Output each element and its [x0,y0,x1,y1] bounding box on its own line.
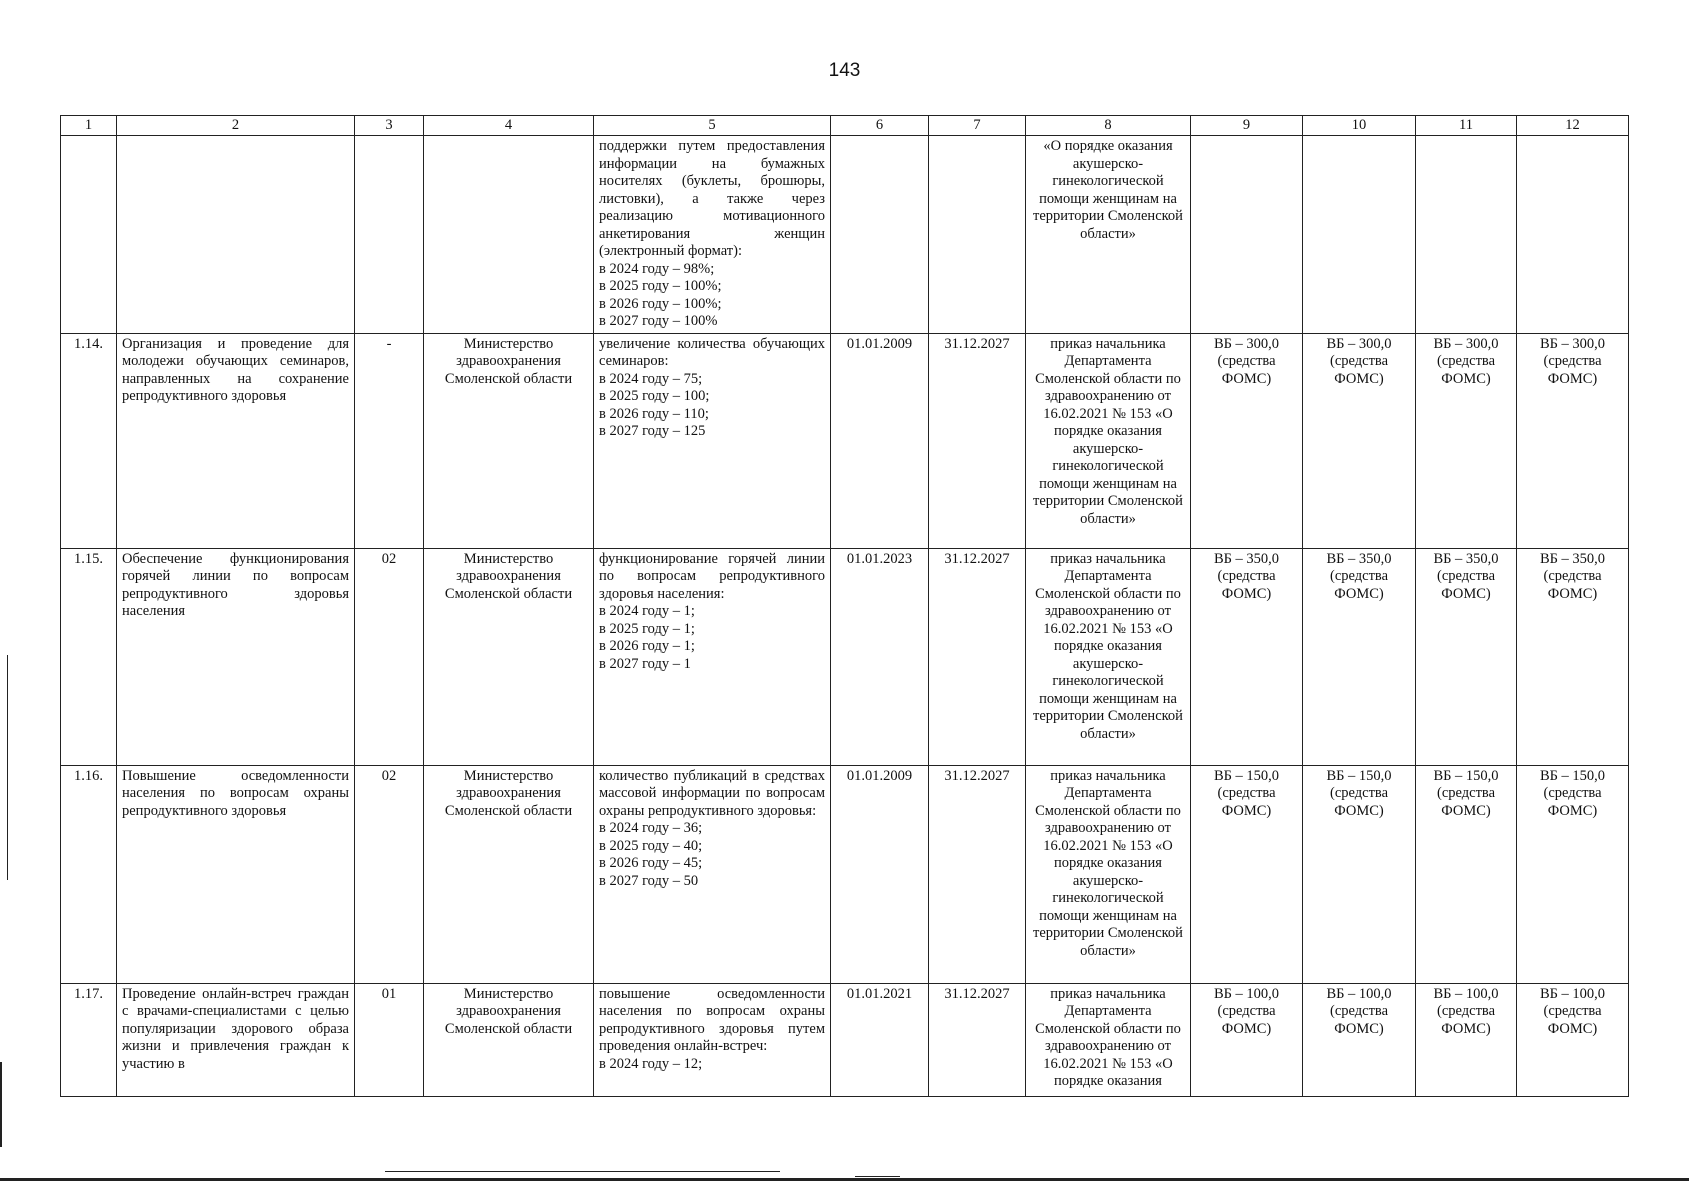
cell-f12: ВБ – 300,0 (средства ФОМС) [1517,333,1629,548]
indicator-line: в 2027 году – 1 [599,655,691,672]
cell-indicator [594,333,831,548]
cell-f11: ВБ – 350,0 (средства ФОМС) [1416,548,1517,765]
cell-f12: ВБ – 100,0 (средства ФОМС) [1517,983,1629,1096]
scan-artifact-line [385,1171,780,1172]
indicator-line: в 2026 году – 100%; [599,295,722,312]
cell-f9: ВБ – 350,0 (средства ФОМС) [1191,548,1303,765]
column-header: 12 [1517,116,1629,136]
page-number: 143 [828,60,861,81]
indicator-line: повышение осведомленности населения по вопросам охраны репродуктивного здоровья путем проведения онлайн-встреч: [599,985,825,1054]
cell-f12: ВБ – 350,0 (средства ФОМС) [1517,548,1629,765]
cell-code: 01 [355,983,424,1096]
indicator-line: в 2027 году – 100% [599,313,718,329]
cell-basis: приказ начальника Департамента Смоленской области по здравоохранению от 16.02.2021 № 153 «О порядке оказания акушерско-гинекологической помощи женщинам на территории Смоленской области» [1026,548,1191,765]
cell-end: 31.12.2027 [929,333,1026,548]
cell-f9: ВБ – 100,0 (средства ФОМС) [1191,983,1303,1096]
cell-f11: ВБ – 150,0 (средства ФОМС) [1416,765,1517,983]
cell-end [929,136,1026,334]
table-row [61,136,1629,334]
cell-start: 01.01.2009 [831,765,929,983]
indicator-line: в 2024 году – 36; [599,820,703,836]
cell-code: - [355,333,424,548]
scan-artifact-line [7,655,8,880]
cell-code: 02 [355,765,424,983]
cell-name: Организация и проведение для молодежи обучающих семинаров, направленных на сохранение репродуктивного здоровья [117,333,355,548]
indicator-line: увеличение количества обучающих семинаров: [599,335,825,369]
cell-f10 [1303,136,1416,334]
cell-basis: приказ начальника Департамента Смоленской области по здравоохранению от 16.02.2021 № 153 «О порядке оказания акушерско-гинекологической помощи женщинам на территории Смоленской области» [1026,333,1191,548]
cell-name [117,136,355,334]
column-header: 10 [1303,116,1416,136]
cell-executor [424,136,594,334]
scan-artifact-line [0,1178,1689,1181]
indicator-line: в 2024 году – 75; [599,370,703,387]
table-row [61,765,1629,983]
cell-f10: ВБ – 100,0 (средства ФОМС) [1303,983,1416,1096]
cell-code [355,136,424,334]
cell-indicator [594,983,831,1096]
cell-code: 02 [355,548,424,765]
column-header: 5 [594,116,831,136]
cell-end: 31.12.2027 [929,548,1026,765]
indicator-line: в 2024 году – 12; [599,1055,703,1072]
cell-num: 1.16. [61,765,117,983]
column-header: 3 [355,116,424,136]
indicator-line: в 2024 году – 1; [599,603,695,619]
cell-executor: Министерство здравоохранения Смоленской области [424,983,594,1096]
table-row [61,333,1629,548]
column-header: 6 [831,116,929,136]
cell-num: 1.14. [61,333,117,548]
cell-name: Обеспечение функционирования горячей линии по вопросам репродуктивного здоровья населения [117,548,355,765]
column-header: 8 [1026,116,1191,136]
cell-start: 01.01.2021 [831,983,929,1096]
indicator-line: в 2025 году – 1; [599,620,695,637]
column-header-row [61,116,1629,136]
table-row [61,548,1629,765]
column-header: 1 [61,116,117,136]
indicator-line: в 2026 году – 45; [599,855,703,871]
cell-f9: ВБ – 300,0 (средства ФОМС) [1191,333,1303,548]
cell-indicator [594,136,831,334]
cell-executor: Министерство здравоохранения Смоленской области [424,548,594,765]
indicator-line: в 2027 году – 50 [599,872,699,889]
cell-start [831,136,929,334]
program-table [60,115,1629,1097]
cell-basis: «О порядке оказания акушерско-гинекологической помощи женщинам на территории Смоленской области» [1026,136,1191,334]
indicator-line: функционирование горячей линии по вопросам репродуктивного здоровья населения: [599,550,825,602]
column-header: 9 [1191,116,1303,136]
cell-basis: приказ начальника Департамента Смоленской области по здравоохранению от 16.02.2021 № 153 «О порядке оказания [1026,983,1191,1096]
indicator-line: в 2024 году – 98%; [599,260,715,277]
cell-name: Проведение онлайн-встреч граждан с врачами-специалистами с целью популяризации здорового образа жизни и привлечения граждан к участию в [117,983,355,1096]
cell-f11: ВБ – 300,0 (средства ФОМС) [1416,333,1517,548]
column-header: 11 [1416,116,1517,136]
cell-basis: приказ начальника Департамента Смоленской области по здравоохранению от 16.02.2021 № 153 «О порядке оказания акушерско-гинекологической помощи женщинам на территории Смоленской области» [1026,765,1191,983]
indicator-line: в 2027 году – 125 [599,423,706,439]
cell-f10: ВБ – 150,0 (средства ФОМС) [1303,765,1416,983]
scan-artifact-line [855,1176,900,1177]
scan-artifact-line [0,1062,2,1147]
cell-executor: Министерство здравоохранения Смоленской области [424,333,594,548]
cell-indicator [594,548,831,765]
cell-f10: ВБ – 300,0 (средства ФОМС) [1303,333,1416,548]
cell-num [61,136,117,334]
cell-start: 01.01.2009 [831,333,929,548]
cell-executor: Министерство здравоохранения Смоленской области [424,765,594,983]
cell-f9 [1191,136,1303,334]
cell-end: 31.12.2027 [929,983,1026,1096]
indicator-line: в 2025 году – 40; [599,837,703,854]
cell-f11: ВБ – 100,0 (средства ФОМС) [1416,983,1517,1096]
cell-num: 1.15. [61,548,117,765]
table-row [61,983,1629,1096]
cell-name: Повышение осведомленности населения по вопросам охраны репродуктивного здоровья [117,765,355,983]
cell-f12: ВБ – 150,0 (средства ФОМС) [1517,765,1629,983]
indicator-line: поддержки путем предоставления информации на бумажных носителях (буклеты, брошюры, листовки), а также через реализацию мотивационного анкетирования женщин (электронный формат): [599,138,825,259]
column-header: 4 [424,116,594,136]
indicator-line: в 2026 году – 1; [599,638,695,654]
cell-start: 01.01.2023 [831,548,929,765]
cell-num: 1.17. [61,983,117,1096]
column-header: 7 [929,116,1026,136]
cell-end: 31.12.2027 [929,765,1026,983]
cell-indicator [594,765,831,983]
indicator-line: количество публикаций в средствах массовой информации по вопросам охраны репродуктивного здоровья: [599,767,825,819]
indicator-line: в 2026 году – 110; [599,405,709,422]
cell-f11 [1416,136,1517,334]
indicator-line: в 2025 году – 100%; [599,278,722,294]
column-header: 2 [117,116,355,136]
cell-f10: ВБ – 350,0 (средства ФОМС) [1303,548,1416,765]
cell-f9: ВБ – 150,0 (средства ФОМС) [1191,765,1303,983]
cell-f12 [1517,136,1629,334]
indicator-line: в 2025 году – 100; [599,388,710,404]
